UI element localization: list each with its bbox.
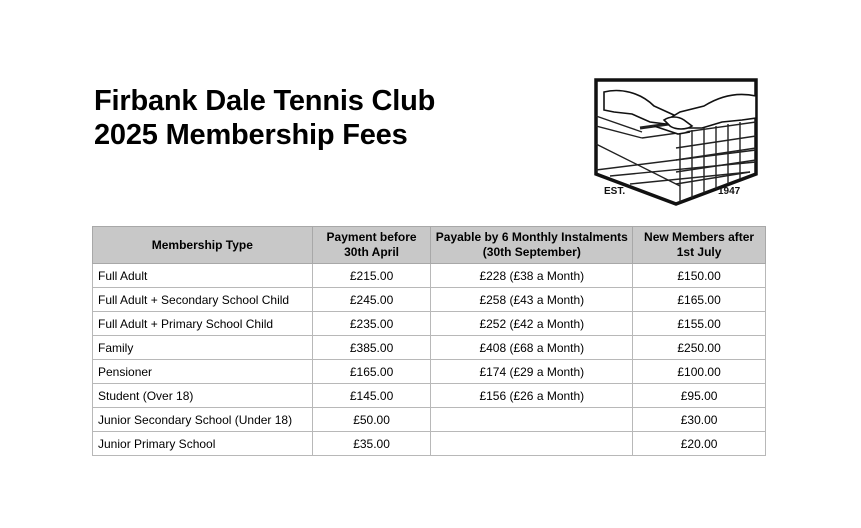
table-row xyxy=(93,264,766,288)
cell-before-april: £385.00 xyxy=(312,336,431,360)
title-line-club: Firbank Dale Tennis Club xyxy=(94,85,436,117)
cell-after-july: £100.00 xyxy=(633,360,766,384)
header-payment-before-april: Payment before 30th April xyxy=(312,227,431,264)
header-membership-type: Membership Type xyxy=(93,227,313,264)
cell-after-july: £20.00 xyxy=(633,432,766,456)
cell-instalments: £408 (£68 a Month) xyxy=(431,336,633,360)
cell-after-july: £150.00 xyxy=(633,264,766,288)
club-logo xyxy=(580,66,774,210)
table-header-row xyxy=(93,227,766,264)
logo-year: 1947 xyxy=(718,186,741,197)
table-row xyxy=(93,384,766,408)
cell-instalments: £258 (£43 a Month) xyxy=(431,288,633,312)
cell-membership-type: Family xyxy=(93,336,313,360)
cell-before-april: £215.00 xyxy=(312,264,431,288)
cell-before-april: £245.00 xyxy=(312,288,431,312)
cell-after-july: £30.00 xyxy=(633,408,766,432)
table-row xyxy=(93,336,766,360)
cell-after-july: £165.00 xyxy=(633,288,766,312)
cell-instalments: £252 (£42 a Month) xyxy=(431,312,633,336)
logo-est-label: EST. xyxy=(604,186,626,197)
table-row xyxy=(93,312,766,336)
cell-before-april: £35.00 xyxy=(312,432,431,456)
cell-instalments: £156 (£26 a Month) xyxy=(431,384,633,408)
cell-membership-type: Junior Primary School xyxy=(93,432,313,456)
cell-instalments: £228 (£38 a Month) xyxy=(431,264,633,288)
cell-instalments xyxy=(431,432,633,456)
cell-membership-type: Full Adult xyxy=(93,264,313,288)
table-row xyxy=(93,408,766,432)
cell-before-april: £50.00 xyxy=(312,408,431,432)
header-monthly-instalments: Payable by 6 Monthly Instalments (30th September) xyxy=(431,227,633,264)
table-row xyxy=(93,360,766,384)
cell-membership-type: Full Adult + Primary School Child xyxy=(93,312,313,336)
cell-membership-type: Student (Over 18) xyxy=(93,384,313,408)
cell-membership-type: Full Adult + Secondary School Child xyxy=(93,288,313,312)
table-row xyxy=(93,432,766,456)
cell-before-april: £235.00 xyxy=(312,312,431,336)
cell-before-april: £165.00 xyxy=(312,360,431,384)
header-new-members-after-july: New Members after 1st July xyxy=(633,227,766,264)
cell-after-july: £155.00 xyxy=(633,312,766,336)
table-row xyxy=(93,288,766,312)
page-title xyxy=(94,84,435,152)
cell-instalments xyxy=(431,408,633,432)
cell-after-july: £95.00 xyxy=(633,384,766,408)
title-line-fees: 2025 Membership Fees xyxy=(94,119,408,151)
membership-fees-table xyxy=(92,226,766,456)
cell-membership-type: Pensioner xyxy=(93,360,313,384)
cell-before-april: £145.00 xyxy=(312,384,431,408)
cell-membership-type: Junior Secondary School (Under 18) xyxy=(93,408,313,432)
cell-after-july: £250.00 xyxy=(633,336,766,360)
cell-instalments: £174 (£29 a Month) xyxy=(431,360,633,384)
